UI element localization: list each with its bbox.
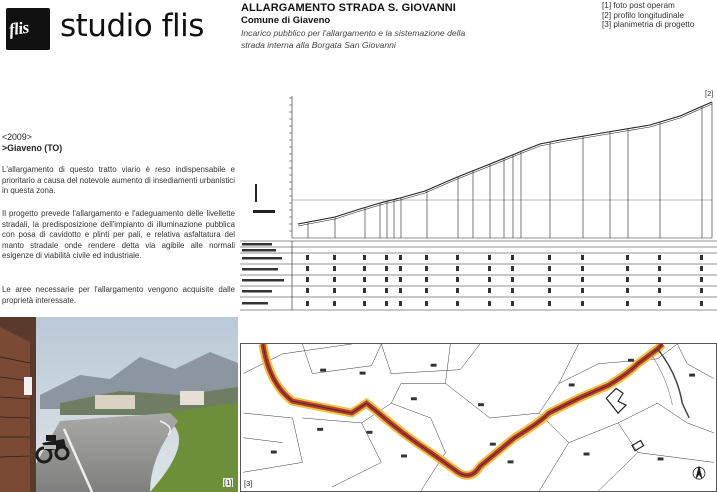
project-place: >Giaveno (TO) xyxy=(2,143,63,153)
longitudinal-profile-drawing xyxy=(240,88,717,315)
legend-item-photo: [1] foto post operam xyxy=(602,1,675,10)
legend-item-profile: [2] profilo longitudinale xyxy=(602,10,684,20)
profile-figure-tag: [2] xyxy=(705,89,714,98)
site-plan-drawing xyxy=(240,343,717,492)
figure-legend xyxy=(602,1,694,30)
paragraph-intro: L'allargamento di questo tratto viario è reso indispensabile e prioritario a causa del notevole aumento di insediamenti urbanistici in questa zona. xyxy=(2,165,235,196)
paragraph-scope: Il progetto prevede l'allargamento e l'adeguamento delle livellette stradali, la predisposizione dell'impianto di illuminazione pubblica con posa di cavidotto e plinti per pali, e relativa asfaltatura del manto stradale onde rendere detta via agibile alle normali esigenze di viabilità civile ed industriale. xyxy=(2,209,235,261)
photo-figure-tag: [1] xyxy=(224,478,233,487)
legend-item-plan: [3] planimetria di progetto xyxy=(602,20,695,30)
logo-text: flis xyxy=(7,17,30,40)
road-photo xyxy=(0,317,238,492)
studio-logo xyxy=(6,8,50,50)
plan-figure-tag: [3] xyxy=(244,479,253,488)
brand-name: studio flis xyxy=(60,8,204,44)
project-location: Comune di Giaveno xyxy=(241,15,331,26)
project-description: Incarico pubblico per l'allargamento e la sistemazione della strada interna alla Borgata San Giovanni xyxy=(241,28,466,50)
paragraph-areas: Le aree necessarie per l'allargamento vengono acquisite dalle proprietà interessate. xyxy=(2,285,235,305)
project-year: <2009> xyxy=(2,132,32,142)
project-title: ALLARGAMENTO STRADA S. GIOVANNI xyxy=(241,2,456,14)
